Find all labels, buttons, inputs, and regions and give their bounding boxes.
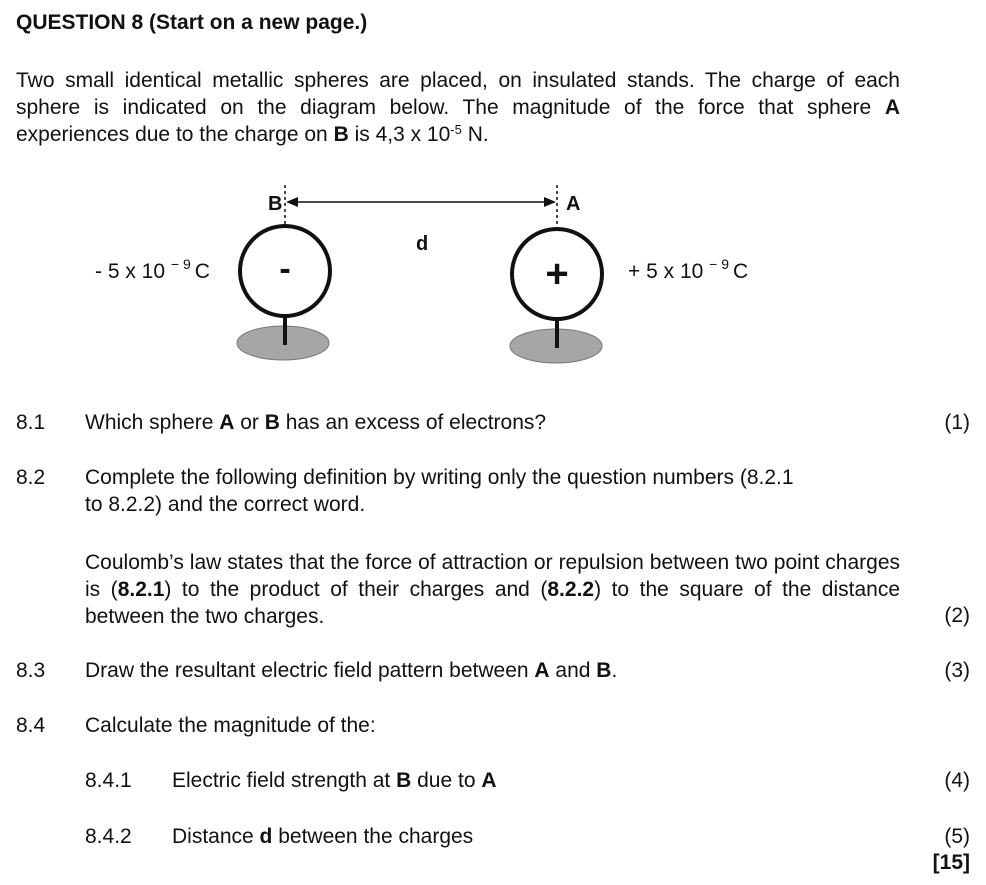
question-total-marks: [15] bbox=[932, 851, 970, 874]
q8-4-2-marks: (5) bbox=[944, 825, 970, 848]
q8-4-1-text: Electric field strength at B due to A bbox=[172, 769, 497, 792]
q8-4-number: 8.4 bbox=[16, 714, 46, 737]
q8-3-text: Draw the resultant electric field pattern between A and B. bbox=[85, 659, 618, 682]
arrowhead-left-icon bbox=[286, 197, 298, 207]
spheres-diagram-svg bbox=[0, 180, 986, 380]
q8-4-1-number: 8.4.1 bbox=[85, 769, 132, 792]
q8-1-number: 8.1 bbox=[16, 411, 46, 434]
distance-label: d bbox=[416, 233, 429, 255]
q8-4-2-number: 8.4.2 bbox=[85, 825, 132, 848]
q8-2-line1: Complete the following definition by writing only the question numbers (8.2.1 bbox=[85, 466, 794, 489]
label-a: A bbox=[566, 193, 581, 215]
q8-4-text: Calculate the magnitude of the: bbox=[85, 714, 376, 737]
q8-2-marks: (2) bbox=[944, 604, 970, 627]
q8-1-text: Which sphere A or B has an excess of electrons? bbox=[85, 411, 547, 434]
spheres-diagram bbox=[0, 180, 986, 380]
intro-paragraph: Two small identical metallic spheres are placed, on insulated stands. The charge of each sphere is indicated on the diagram below. The magnitude of the force that sphere A experiences due to the charge on B is 4,3 x $10^{-5}$ N. bbox=[16, 69, 900, 146]
sphere-b-sign: - bbox=[279, 250, 291, 288]
q8-4-1-marks: (4) bbox=[944, 769, 970, 792]
label-b: B bbox=[268, 193, 283, 215]
q8-4-2-text: Distance d between the charges bbox=[172, 825, 474, 848]
q8-1-marks: (1) bbox=[944, 411, 970, 434]
charge-b-label: - 5 x 10 $^{- 9}$ C bbox=[95, 256, 210, 283]
question-heading: QUESTION 8 (Start on a new page.) bbox=[16, 11, 368, 34]
arrowhead-right-icon bbox=[544, 197, 556, 207]
q8-2-line2: to 8.2.2) and the correct word. bbox=[85, 493, 366, 516]
coulomb-law-definition: Coulomb’s law states that the force of attraction or repulsion between two point charges is (8.2.1) to the product of their charges and (8.2.2) to the square of the distance between the two charges. bbox=[85, 551, 901, 628]
q8-3-number: 8.3 bbox=[16, 659, 46, 682]
q8-2-number: 8.2 bbox=[16, 466, 46, 489]
sphere-a-sign: + bbox=[545, 252, 569, 296]
charge-a-label: + 5 x 10 $^{- 9}$ C bbox=[628, 256, 749, 283]
q8-3-marks: (3) bbox=[944, 659, 970, 682]
